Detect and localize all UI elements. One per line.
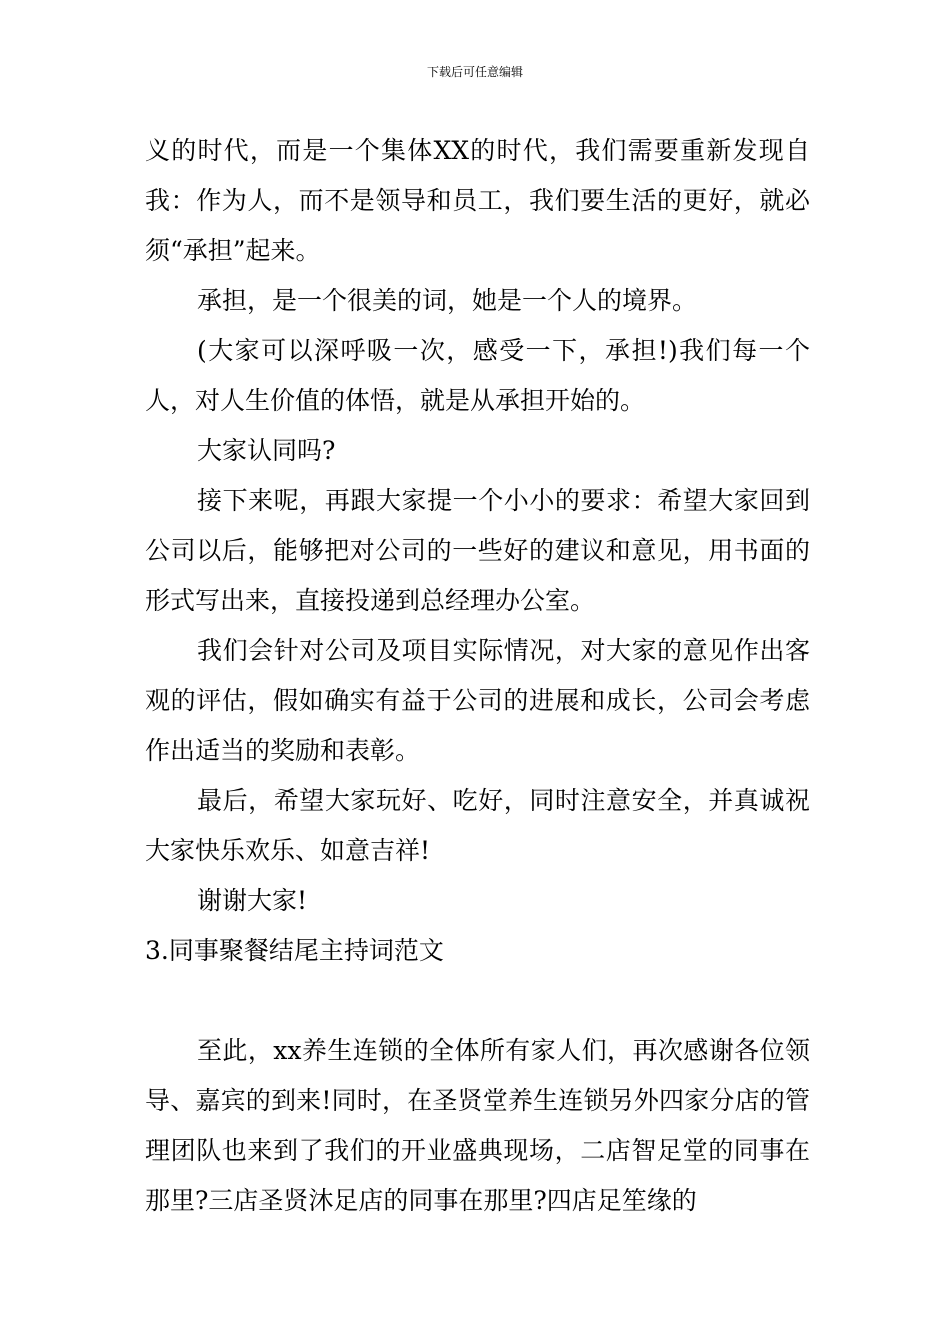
document-body (145, 126, 810, 1226)
paragraph: (大家可以深呼吸一次，感受一下，承担!)我们每一个人，对人生价值的体悟，就是从承担开始的。 (145, 336, 810, 415)
paragraph: 最后，希望大家玩好、吃好，同时注意安全，并真诚祝大家快乐欢乐、如意吉祥! (145, 786, 810, 865)
paragraph: 承担，是一个很美的词，她是一个人的境界。 (197, 286, 698, 315)
paragraph: 接下来呢，再跟大家提一个小小的要求：希望大家回到公司以后，能够把对公司的一些好的建议和意见，用书面的形式写出来，直接投递到总经理办公室。 (145, 486, 810, 615)
paragraph: 至此，xx养生连锁的全体所有家人们，再次感谢各位领导、嘉宾的到来!同时，在圣贤堂养生连锁另外四家分店的管理团队也来到了我们的开业盛典现场，二店智足堂的同事在那里?三店圣贤沐足店的同事在那里?四店足笙缘的 (145, 1036, 810, 1215)
paragraph-continuation: 义的时代，而是一个集体XX的时代，我们需要重新发现自我：作为人，而不是领导和员工，我们要生活的更好，就必须“承担”起来。 (145, 136, 810, 265)
paragraph: 我们会针对公司及项目实际情况，对大家的意见作出客观的评估，假如确实有益于公司的进展和成长，公司会考虑作出适当的奖励和表彰。 (145, 636, 810, 765)
page-header: 下载后可任意编辑 (426, 65, 523, 79)
blank-line (145, 976, 810, 1026)
paragraph: 大家认同吗? (197, 436, 336, 465)
section-heading: 3.同事聚餐结尾主持词范文 (145, 936, 444, 965)
paragraph: 谢谢大家! (197, 886, 308, 915)
